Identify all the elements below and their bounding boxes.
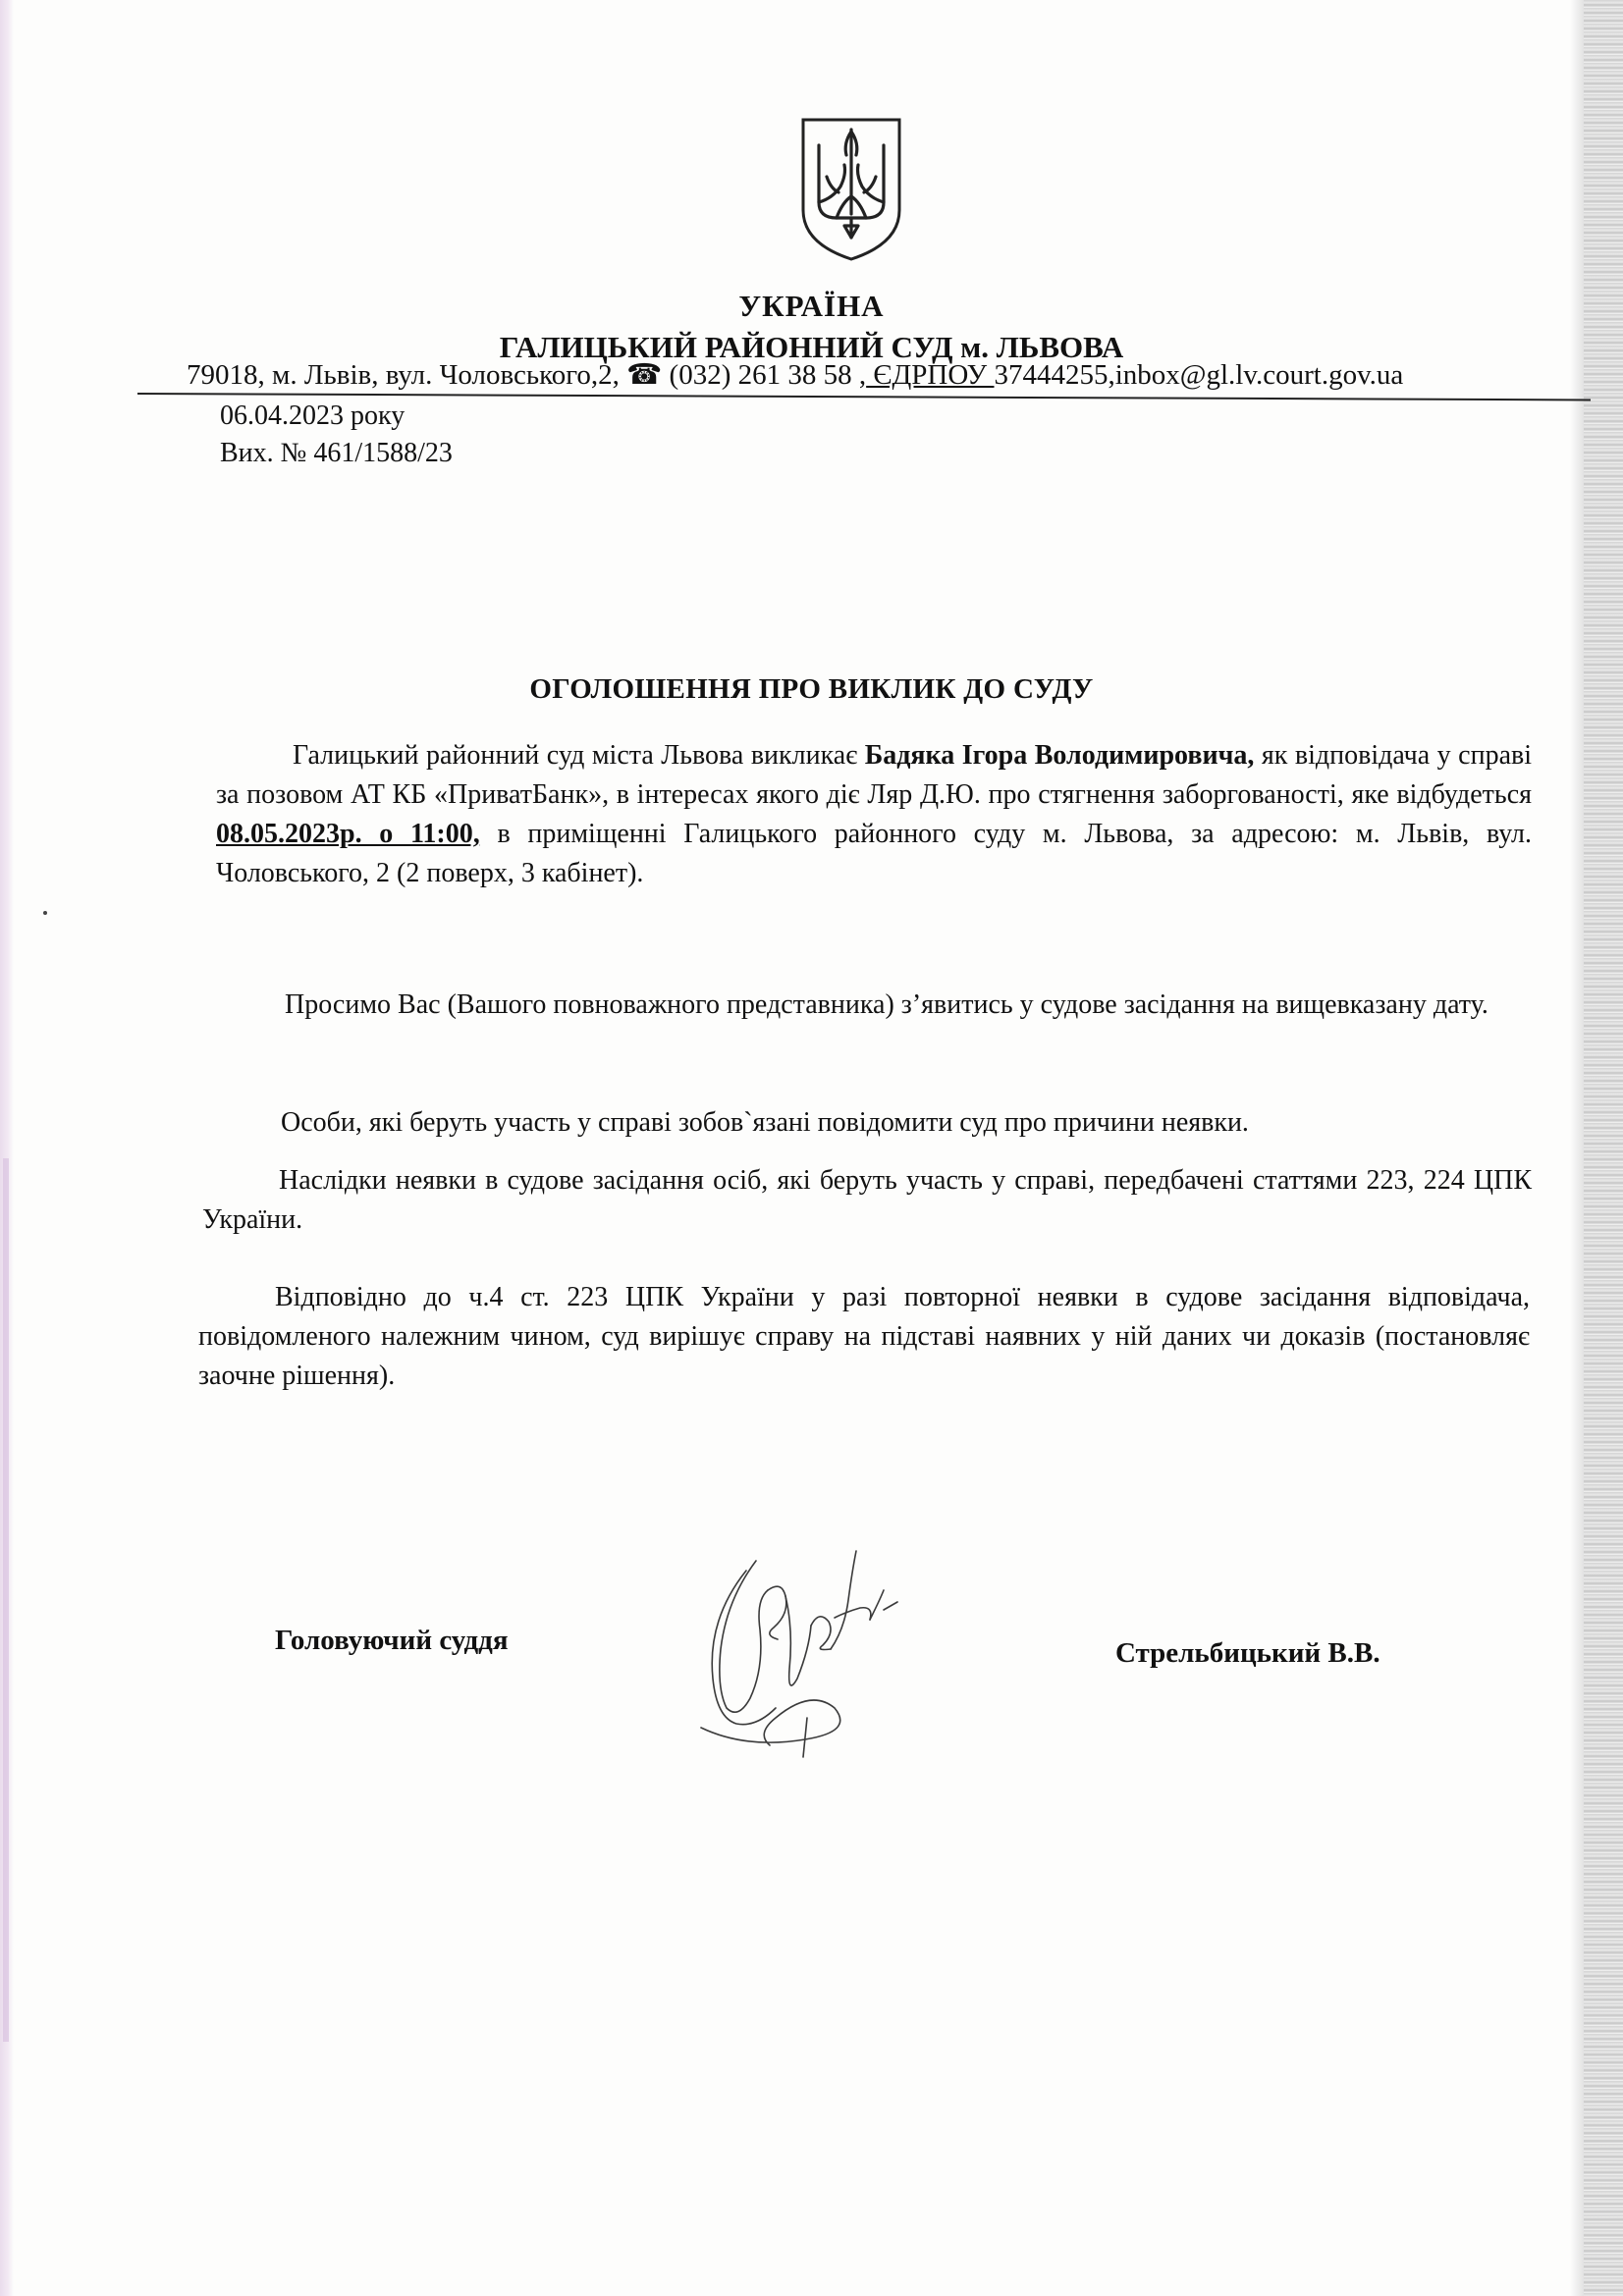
trident-emblem-icon — [797, 116, 905, 263]
paragraph-request: Просимо Вас (Вашого повноважного представника) з’явитись у судове засідання на вищевказану дату. — [285, 989, 1488, 1020]
address-main: 79018, м. Львів, вул. Чоловського,2, ☎ (032) 261 38 58 , — [187, 359, 867, 391]
presiding-judge-label: Головуючий суддя — [275, 1625, 509, 1656]
hearing-datetime: 08.05.2023р. о 11:00, — [216, 819, 480, 849]
header-address — [187, 357, 1403, 392]
header-court-name: ГАЛИЦЬКИЙ РАЙОННИЙ СУД м. ЛЬВОВА — [499, 330, 1124, 364]
scan-speck — [43, 911, 47, 915]
outgoing-reference: Вих. № 461/1588/23 — [220, 438, 453, 468]
address-edrpou-label: ЄДРПОУ — [866, 359, 995, 391]
paragraph-consequences: Наслідки неявки в судове засідання осіб, які беруть участь у справі, передбачені статтями 223, 224 ЦПК України. — [202, 1165, 1532, 1235]
paragraph-obligation: Особи, які беруть участь у справі зобов`язані повідомити суд про причини неявки. — [281, 1107, 1249, 1138]
scan-left-stripe — [3, 1158, 9, 2042]
document-title: ОГОЛОШЕННЯ ПРО ВИКЛИК ДО СУДУ — [529, 673, 1094, 705]
paragraph-default-judgment: Відповідно до ч.4 ст. 223 ЦПК України у разі повторної неявки в судове засідання відповідача, повідомленого належним чином, суд вирішує справу на підставі наявних у ній даних чи доказів (постановляє заочне рішення). — [198, 1282, 1530, 1391]
handwritten-signature — [687, 1531, 913, 1767]
defendant-name: Бадяка Ігора Володимировича, — [864, 740, 1255, 771]
p1-text-1: Галицький районний суд міста Львова викликає — [293, 740, 865, 771]
header-country: УКРАЇНА — [738, 289, 885, 323]
document-date: 06.04.2023 року — [220, 400, 406, 431]
judge-name: Стрельбицький В.В. — [1115, 1637, 1380, 1669]
p1-text-2: як відповідача у справі за позовом АТ КБ «ПриватБанк», в інтересах якого діє Ляр Д.Ю. про стягнення заборгованості, яке відбудеться — [216, 740, 1533, 810]
p1-text-3: в приміщенні Галицького районного суду м. Львова, за адресою: м. Львів, вул. Чоловського, 2 (2 поверх, 3 кабінет). — [216, 819, 1532, 888]
address-contacts: 37444255,inbox@gl.lv.court.gov.ua — [994, 359, 1404, 391]
paragraph-summons — [216, 736, 1532, 893]
